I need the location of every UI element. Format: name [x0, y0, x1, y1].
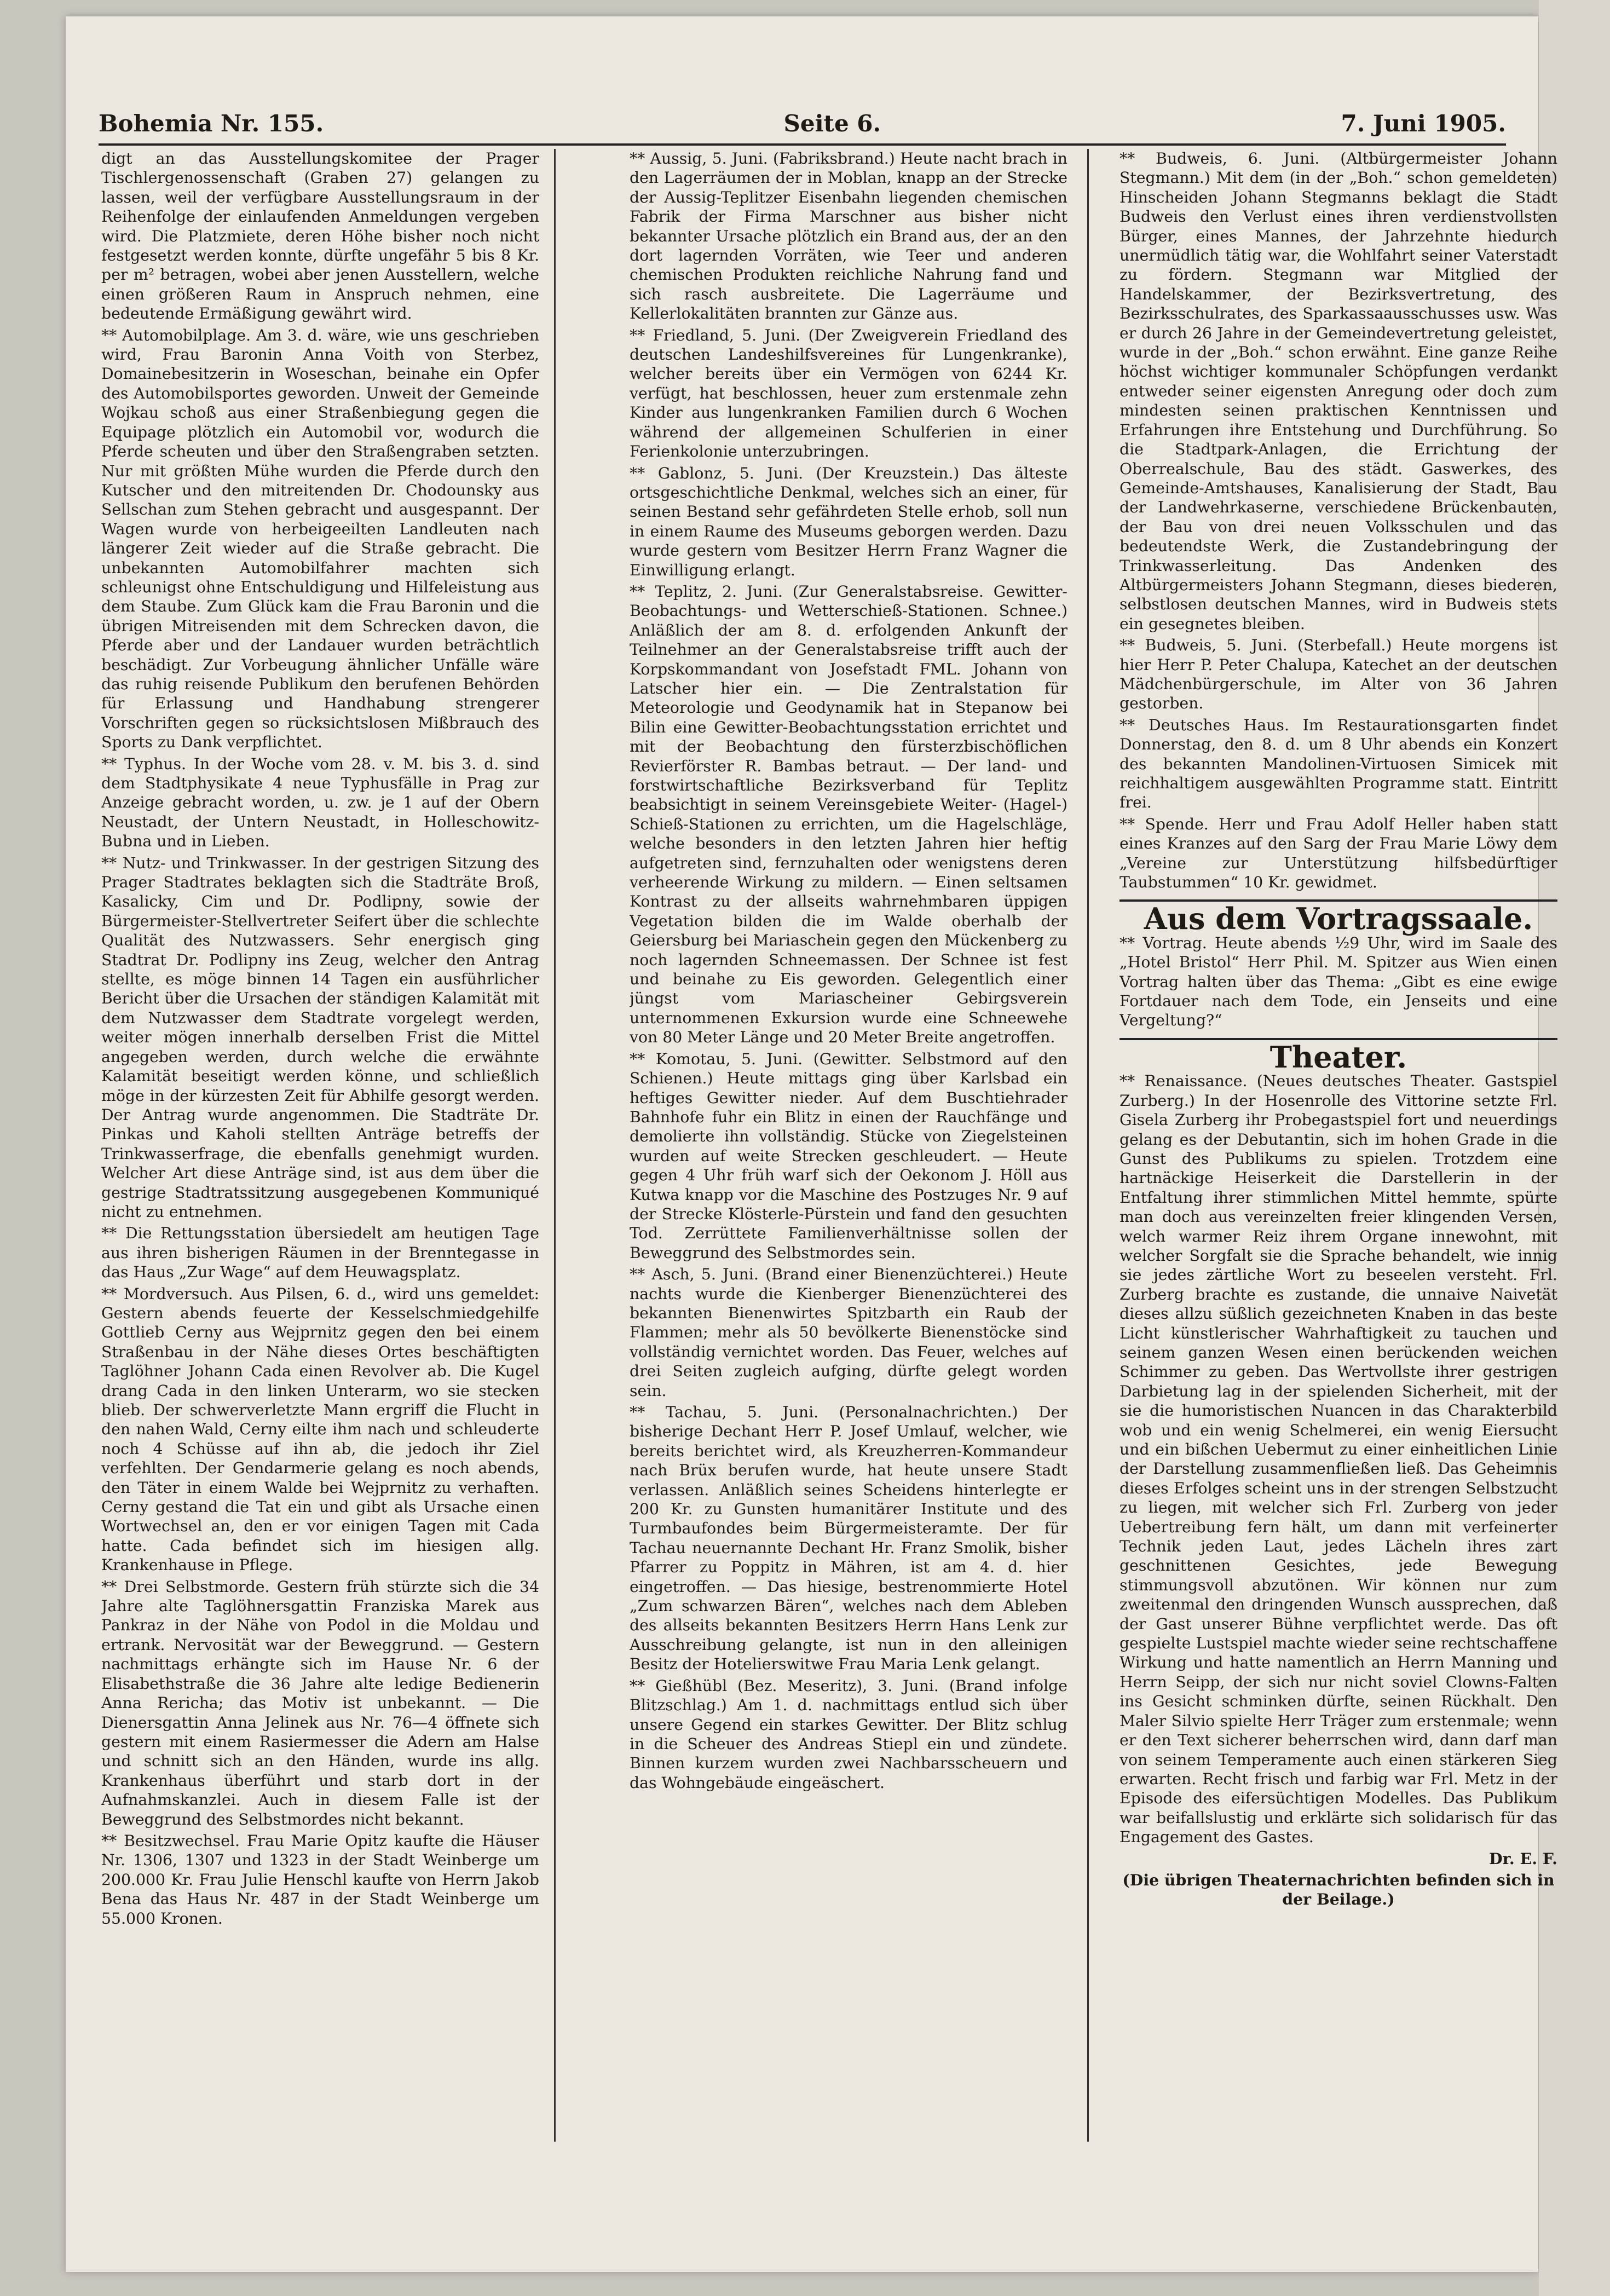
article: ** Tachau, 5. Juni. (Personalnachrichten.) Der bisherige Dechant Herr P. Josef Umlauf, welcher, wie bereits berichtet wird, als Kreuzherren-Kommandeur nach Brüx berufen wurde, hat heute unsere Stadt verlassen. Anläßlich seines Scheidens hinterlegte er 200 Kr. zu Gunsten humanitärer Institute und des Turmbaufondes beim Bürgermeisteramte. Der für Tachau neuernannte Dechant Hr. Franz Smolik, bisher Pfarrer zu Poppitz in Mähren, ist am 4. d. hier eingetroffen. — Das hiesige, bestrenommierte Hotel „Zum schwarzen Bären“, welches nach dem Ableben des allseits bekannten Besitzers Herrn Hans Lenk zur Ausschreibung gelangte, ist nun in den alleinigen Besitz der Hotelierswitwe Frau Maria Lenk gelangt. [630, 1403, 1067, 1674]
page-header [99, 104, 1506, 137]
article: digt an das Ausstellungskomitee der Prager Tischlergenossenschaft (Graben 27) gelangen zu lassen, weil der verfügbare Ausstellungsraum in der Reihenfolge der einlaufenden Anmeldungen vergeben wird. Die Platzmiete, deren Höhe bisher noch nicht festgesetzt werden konnte, dürfte ungefähr 5 bis 8 Kr. per m² betragen, wobei aber jenen Ausstellern, welche einen größeren Raum in Anspruch nehmen, eine bedeutende Ermäßigung gewährt wird. [101, 149, 539, 323]
header-date: 7. Juni 1905. [1341, 110, 1506, 137]
column-divider [554, 149, 556, 2142]
article: ** Mordversuch. Aus Pilsen, 6. d., wird uns gemeldet: Gestern abends feuerte der Kesselschmiedgehilfe Gottlieb Cerny aus Wejprnitz gegen den bei einem Straßenbau in der Nähe dieses Ortes beschäftigten Taglöhner Johann Cada einen Revolver ab. Die Kugel drang Cada in den linken Unterarm, wo sie stecken blieb. Der schwerverletzte Mann ergriff die Flucht in den nahen Wald, Cerny eilte ihm nach und schleuderte noch 4 Schüsse auf ihn ab, die jedoch ihr Ziel verfehlten. Der Gendarmerie gelang es noch abends, den Täter in einem Walde bei Wejprnitz zu verhaften. Cerny gestand die Tat ein und gibt als Ursache einen Wortwechsel an, den er vor einigen Tagen mit Cada hatte. Cada befindet sich im hiesigen allg. Krankenhause in Pflege. [101, 1284, 539, 1574]
article: ** Besitzwechsel. Frau Marie Opitz kaufte die Häuser Nr. 1306, 1307 und 1323 in der Stadt Weinberge um 200.000 Kr. Frau Julie Henschl kaufte von Herrn Jakob Bena das Haus Nr. 487 in der Stadt Weinberge um 55.000 Kronen. [101, 1831, 539, 1928]
article: ** Nutz- und Trinkwasser. In der gestrigen Sitzung des Prager Stadtrates beklagten sich die Stadträte Broß, Kasalicky, Cim und Dr. Podlipny, sowie der Bürgermeister-Stellvertreter Seifert über die schlechte Qualität des Nutzwassers. Sehr energisch ging Stadtrat Dr. Podlipny ins Zeug, welcher den Antrag stellte, es möge binnen 14 Tagen ein ausführlicher Bericht über die Ursachen der ständigen Kalamität mit dem Nutzwasser dem Stadtrate vorgelegt werden, weiter mögen innerhalb derselben Frist die Mittel angegeben werden, durch welche die erwähnte Kalamität beseitigt werden könne, und schließlich möge in der kürzesten Zeit für Abhilfe gesorgt werden. Der Antrag wurde angenommen. Die Stadträte Dr. Pinkas und Kaholi stellten Anträge betreffs der Trinkwasserfrage, die ebenfalls genehmigt wurden. Welcher Art diese Anträge sind, ist aus dem über die gestrige Stadtratssitzung ausgegebenen Kommuniqué nicht zu entnehmen. [101, 853, 539, 1221]
article: ** Gießhübl (Bez. Meseritz), 3. Juni. (Brand infolge Blitzschlag.) Am 1. d. nachmittags entlud sich über unsere Gegend ein starkes Gewitter. Der Blitz schlug in die Scheuer des Andreas Stiepl ein und zündete. Binnen kurzem wurden zwei Nachbarsscheuern und das Wohngebäude eingeäschert. [630, 1676, 1067, 1792]
article: ** Gablonz, 5. Juni. (Der Kreuzstein.) Das älteste ortsgeschichtliche Denkmal, welches sich an einer, für seinen Bestand sehr gefährdeten Stelle erhob, soll nun in einem Raume des Museums geborgen werden. Dazu wurde gestern vom Besitzer Herrn Franz Wagner die Einwilligung erlangt. [630, 464, 1067, 579]
header-issue: Bohemia Nr. 155. [99, 110, 324, 137]
article: ** Typhus. In der Woche vom 28. v. M. bis 3. d. sind dem Stadtphysikate 4 neue Typhusfälle in Prag zur Anzeige gebracht worden, u. zw. je 1 auf der Obern Neustadt, der Untern Neustadt, in Holleschowitz-Bubna und in Lieben. [101, 754, 539, 851]
column-3 [1120, 149, 1557, 2142]
article: ** Budweis, 6. Juni. (Altbürgermeister Johann Stegmann.) Mit dem (in der „Boh.“ schon gemeldeten) Hinscheiden Johann Stegmanns beklagt die Stadt Budweis den Verlust eines ihren verdienstvollsten Bürger, eines Mannes, der Jahrzehnte hiedurch unermüdlich tätig war, die Wohlfahrt seiner Vaterstadt zu fördern. Stegmann war Mitglied der Handelskammer, der Bezirksvertretung, des Bezirksschulrates, des Sparkassaausschusses usw. Was er durch 26 Jahre in der Gemeindevertretung geleistet, wurde in der „Boh.“ schon erwähnt. Eine ganze Reihe höchst wichtiger kommunaler Schöpfungen verdankt entweder seiner eigensten Anregung oder doch zum mindesten seinen praktischen Kenntnissen und Erfahrungen ihre Entstehung und Durchführung. So die Stadtpark-Anlagen, die Errichtung der Oberrealschule, Bau des städt. Gaswerkes, des Gemeinde-Amtshauses, Kanalisierung der Stadt, Bau der Landwehrkaserne, verschiedene Brückenbauten, der Bau von drei neuen Volksschulen und das bedeutendste Werk, die Zustandebringung der Trinkwasserleitung. Das Andenken des Altbürgermeisters Johann Stegmann, dieses biederen, selbstlosen deutschen Mannes, wird in Budweis stets ein gesegnetes bleiben. [1120, 149, 1557, 633]
supplement-note: (Die übrigen Theaternachrichten befinden sich in der Beilage.) [1122, 1870, 1555, 1909]
header-page-number: Seite 6. [783, 110, 881, 137]
article: ** Aussig, 5. Juni. (Fabriksbrand.) Heute nacht brach in den Lagerräumen der in Moblan, knapp an der Strecke der Aussig-Teplitzer Eisenbahn liegenden chemischen Fabrik der Firma Marschner aus bisher nicht bekannter Ursache plötzlich ein Brand aus, der an den dort lagernden Vorräten, wie Teer und anderen chemischen Produkten reichliche Nahrung fand und sich rasch ausbreitete. Die Lagerräume und Kellerlokalitäten brannten zur Gänze aus. [630, 149, 1067, 323]
article: ** Friedland, 5. Juni. (Der Zweigverein Friedland des deutschen Landeshilfsvereines für Lungenkranke), welcher bereits über ein Vermögen von 6244 Kr. verfügt, hat beschlossen, heuer zum erstenmale zehn Kinder aus lungenkranken Familien durch 6 Wochen während der allgemeinen Schulferien in einer Ferienkolonie unterzubringen. [630, 326, 1067, 461]
article: ** Automobilplage. Am 3. d. wäre, wie uns geschrieben wird, Frau Baronin Anna Voith von Sterbez, Domainebesitzerin in Woseschan, beinahe ein Opfer des Automobilsportes geworden. Unweit der Gemeinde Wojkau schoß aus einer Straßenbiegung gegen die Equipage plötzlich ein Automobil vor, wodurch die Pferde scheuten und über den Straßengraben setzten. Nur mit größten Mühe wurden die Pferde durch den Kutscher und den mitreitenden Dr. Chodounsky aus Sellschan zum Stehen gebracht und ausgespannt. Der Wagen wurde von herbeigeeilten Landleuten nach längerer Zeit wieder auf die Straße gebracht. Die unbekannten Automobilfahrer machten sich schleunigst ohne Entschuldigung und Hilfeleistung aus dem Staube. Zum Glück kam die Frau Baronin und die übrigen Mitreisenden mit dem Schrecken davon, die Pferde aber und der Landauer wurden beträchtlich beschädigt. Zur Vorbeugung ähnlicher Unfälle wäre das ruhig reisende Publikum den berufenen Behörden für Erlassung und Handhabung strengerer Vorschriften gegen so rücksichtslosen Mißbrauch des Sports zu Dank verpflichtet. [101, 326, 539, 752]
article: ** Vortrag. Heute abends ½9 Uhr, wird im Saale des „Hotel Bristol“ Herr Phil. M. Spitzer aus Wien einen Vortrag halten über das Thema: „Gibt es eine ewige Fortdauer nach dem Tode, ein Jenseits und eine Vergeltung?“ [1120, 933, 1557, 1030]
article: ** Teplitz, 2. Juni. (Zur Generalstabsreise. Gewitter-Beobachtungs- und Wetterschieß-Stationen. Schnee.) Anläßlich der am 8. d. erfolgenden Ankunft der Teilnehmer an der Generalstabsreise trifft auch der Korpskommandant von Josefstadt FML. Johann von Latscher hier ein. — Die Zentralstation für Meteorologie und Geodynamik hat in Stepanow bei Bilin eine Gewitter-Beobachtungsstation errichtet und mit der Beobachtung den fürsterzbischöflichen Revierförster R. Bambas betraut. — Der land- und forstwirtschaftliche Bezirksverband für Teplitz beabsichtigt in seinem Vereinsgebiete Weiter- (Hagel-) Schieß-Stationen zu errichten, um die Hagelschläge, welche besonders in den letzten Jahren hier heftig aufgetreten sind, fernzuhalten oder wenigstens deren verheerende Wirkung zu mildern. — Einen seltsamen Kontrast zu der allseits wahrnehmbaren üppigen Vegetation bilden die im Walde oberhalb der Geiersburg bei Mariaschein gegen den Mückenberg zu noch lagernden Schneemassen. Der Schnee ist fest und beinahe zu Eis geworden. Gelegentlich einer jüngst vom Mariascheiner Gebirgsverein unternommenen Exkursion wurde eine Schneewehe von 80 Meter Länge und 20 Meter Breite angetroffen. [630, 582, 1067, 1047]
column-divider [1087, 149, 1089, 2142]
article: ** Renaissance. (Neues deutsches Theater. Gastspiel Zurberg.) In der Hosenrolle des Vittorine setzte Frl. Gisela Zurberg ihr Probegastspiel fort und neuerdings gelang es der Debutantin, sich im hohen Grade in die Gunst des Publikums zu spielen. Trotzdem eine hartnäckige Heiserkeit die Darstellerin in der Entfaltung ihrer stimmlichen Mittel hemmte, spürte man doch aus vereinzelten freier klingenden Versen, welch warmer Reiz ihrem Organe innewohnt, mit welcher Sorgfalt sie die Sprache behandelt, wie innig sie jedes zärtliche Wort zu beseelen versteht. Frl. Zurberg brachte es zustande, die unnaive Naivetät dieses allzu süßlich gezeichneten Knaben in das beste Licht künstlerischer Wahrhaftigkeit zu tauchen und seinem ganzen Wesen einen berückenden weichen Schimmer zu geben. Das Wertvollste ihrer gestrigen Darbietung lag in der spielenden Sicherheit, mit der sie die humoristischen Nuancen in das Charakterbild wob und ein wenig Schelmerei, ein wenig Eiersucht und ein bißchen Uebermut zu einer einheitlichen Linie der Darstellung zusammenfließen ließ. Das Geheimnis dieses Erfolges scheint uns in der strengen Selbstzucht zu liegen, mit welcher sich Frl. Zurberg von jeder Uebertreibung fern hält, um dann mit verfeinerter Technik jeden Laut, jedes Lächeln ihres zart geschnittenen Gesichtes, jede Bewegung stimmungsvoll abzutönen. Wir können nur zum zweitenmal den dringenden Wunsch aussprechen, daß der Gast unserer Bühne verpflichtet werde. Das oft gespielte Lustspiel machte wieder seine rechtschaffene Wirkung und hatte namentlich an Herrn Manning und Herrn Seipp, der sich nur nicht soviel Clowns-Falten ins Gesicht schminken dürfte, seinen Rückhalt. Den Maler Silvio spielte Herr Träger zum erstenmale; wenn er den Text sicherer beherrschen wird, dann darf man von seinem Temperamente auch einen stärkeren Sieg erwarten. Recht frisch und farbig war Frl. Metz in der Episode des eifersüchtigen Modelles. Das Publikum war beifallslustig und erklärte sich solidarisch für das Engagement des Gastes. [1120, 1072, 1557, 1847]
article: ** Asch, 5. Juni. (Brand einer Bienenzüchterei.) Heute nachts wurde die Kienberger Bienenzüchterei des bekannten Bienenwirtes Spitzbarth ein Raub der Flammen; mehr als 50 bevölkerte Bienenstöcke sind vollständig vernichtet worden. Das Feuer, welches auf drei Seiten zugleich aufging, dürfte gelegt worden sein. [630, 1265, 1067, 1400]
section-heading-theater: Theater. [1269, 1039, 1407, 1075]
header-rule [99, 143, 1506, 146]
article: ** Die Rettungsstation übersiedelt am heutigen Tage aus ihren bisherigen Räumen in der Brenntegasse in das Haus „Zur Wage“ auf dem Heuwagsplatz. [101, 1224, 539, 1282]
article: ** Komotau, 5. Juni. (Gewitter. Selbstmord auf den Schienen.) Heute mittags ging über Karlsbad ein heftiges Gewitter nieder. Auf dem Buschtiehrader Bahnhofe fuhr ein Blitz in einen der Rauchfänge und demolierte ihn vollständig. Stücke von Ziegelsteinen wurden auf weite Strecken geschleudert. — Heute gegen 4 Uhr früh warf sich der Oekonom J. Höll aus Kutwa knapp vor die Maschine des Postzuges Nr. 9 auf der Strecke Klösterle-Pürstein und fand den gesuchten Tod. Zerrüttete Familienverhältnisse sollen der Beweggrund des Selbstmordes sein. [630, 1049, 1067, 1262]
article: ** Spende. Herr und Frau Adolf Heller haben statt eines Kranzes auf den Sarg der Frau Marie Löwy dem „Vereine zur Unterstützung hilfsbedürftiger Taubstummen“ 10 Kr. gewidmet. [1120, 815, 1557, 892]
article: ** Deutsches Haus. Im Restaurationsgarten findet Donnerstag, den 8. d. um 8 Uhr abends ein Konzert des bekannten Mandolinen-Virtuosen Simicek mit reichhaltigem ausgewählten Programme statt. Eintritt frei. [1120, 716, 1557, 812]
column-1 [101, 149, 539, 2142]
article: ** Drei Selbstmorde. Gestern früh stürzte sich die 34 Jahre alte Taglöhnersgattin Franziska Marek aus Pankraz in der Nähe von Podol in die Moldau und ertrank. Nervosität war der Beweggrund. — Gestern nachmittags erhängte sich im Hause Nr. 6 der Elisabethstraße die 36 Jahre alte ledige Bedienerin Anna Rericha; das Motiv ist unbekannt. — Die Dienersgattin Anna Jelinek aus Nr. 76—4 öffnete sich gestern mit einem Rasiermesser die Adern am Halse und schnitt sich an den Händen, wurde ins allg. Krankenhaus überführt und starb dort in der Aufnahmskanzlei. Auch in diesem Falle ist der Beweggrund des Selbstmordes nicht bekannt. [101, 1577, 539, 1828]
author-signature: Dr. E. F. [1489, 1849, 1557, 1868]
section-heading-vortrag: Aus dem Vortragssaale. [1144, 901, 1533, 937]
article: ** Budweis, 5. Juni. (Sterbefall.) Heute morgens ist hier Herr P. Peter Chalupa, Katechet an der deutschen Mädchenbürgerschule, im Alter von 36 Jahren gestorben. [1120, 636, 1557, 713]
column-2 [630, 149, 1067, 2142]
